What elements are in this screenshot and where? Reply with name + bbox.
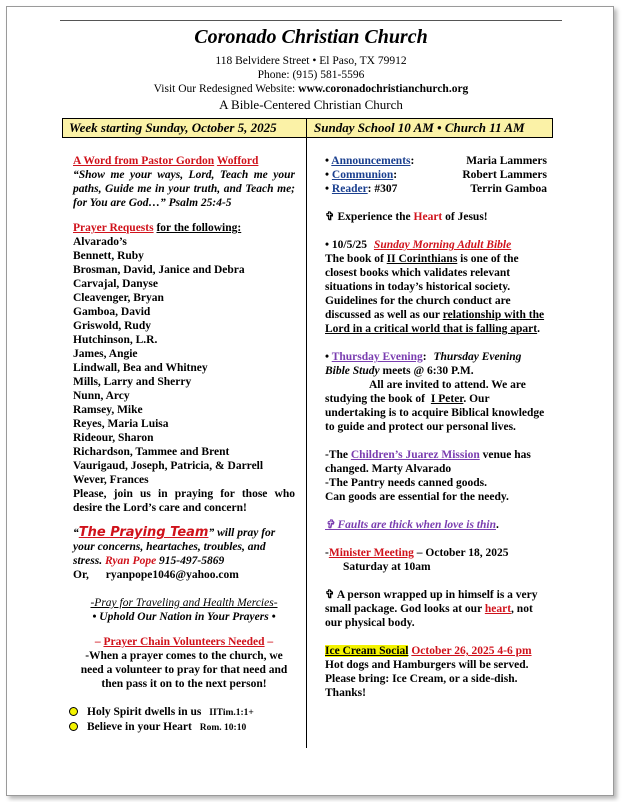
thursday-heading: • Thursday Evening: Thursday Evening Bible Study meets @ 6:30 P.M. — [325, 351, 522, 377]
prayer-name-item: Griswold, Rudy — [73, 320, 151, 332]
faults-line: ✞ Faults are thick when love is thin. — [325, 519, 499, 531]
chain-text: -When a prayer comes to the church, we need a volunteer to pray for that need and then pass it on to the next person! — [80, 650, 288, 690]
prayer-heading: Prayer Requests for the following: — [73, 222, 242, 234]
prayer-name-item: Nunn, Arcy — [73, 390, 130, 402]
prayer-name-item: Richardson, Tammee and Brent — [73, 446, 230, 458]
bullet-1: Holy Spirit dwells in us IITim.1:1+ — [69, 705, 295, 720]
prayer-name-item: Cleavenger, Bryan — [73, 292, 164, 304]
experience-line: ✞ Experience the Heart of Jesus! — [325, 211, 488, 223]
banner-divider — [306, 119, 307, 137]
travel-line: -Pray for Traveling and Health Mercies- — [90, 597, 278, 609]
bible-text: The book of II Corinthians is one of the closest books which validates relevant situations in today’s historical society. Guidelines for the church conduct are discussed as well as our relationship with the Lord in a critical world that is falling apart. — [325, 253, 545, 335]
duty-announcements: • Announcements: Maria Lammers — [325, 155, 547, 167]
prayer-name-item: Gamboa, David — [73, 306, 151, 318]
pastor-heading: A Word from Pastor Gordon Wofford — [73, 155, 259, 167]
prayer-name-item: Wever, Frances — [73, 474, 149, 486]
prayer-name-item: Lindwall, Bea and Whitney — [73, 362, 208, 374]
minister-time: Saturday at 10am — [343, 561, 431, 573]
header-rule — [60, 20, 562, 21]
prayer-name-item: Alvarado’s — [73, 236, 127, 248]
mission-line: -The Children’s Juarez Mission venue has changed. Marty Alvarado — [325, 449, 531, 475]
yellow-bullet-icon — [69, 722, 78, 731]
website-link[interactable]: www.coronadochristianchurch.org — [298, 83, 469, 95]
minister-meeting: -Minister Meeting – October 18, 2025 — [325, 547, 509, 559]
yellow-bullet-icon — [69, 707, 78, 716]
right-column — [325, 154, 547, 700]
pantry-line-1: -The Pantry needs canned goods. — [325, 477, 487, 489]
icecream-text: Hot dogs and Hamburgers will be served. Please bring: Ice Cream, or a side-dish. Thanks! — [325, 659, 529, 699]
prayer-name-item: Hutchinson, L.R. — [73, 334, 158, 346]
week-label: Week starting Sunday, October 5, 2025 — [69, 120, 277, 135]
uphold-line: • Uphold Our Nation in Your Prayers • — [92, 611, 276, 623]
church-tagline: A Bible-Centered Christian Church — [219, 97, 403, 112]
church-phone: Phone: (915) 581-5596 — [257, 69, 365, 81]
chain-heading: – Prayer Chain Volunteers Needed – — [94, 636, 274, 648]
schedule-banner — [62, 118, 553, 138]
service-times: Sunday School 10 AM • Church 11 AM — [314, 120, 525, 135]
ryan-name: Ryan Pope — [104, 555, 157, 567]
column-divider — [306, 138, 307, 748]
prayer-name-item: Ramsey, Mike — [73, 404, 143, 416]
praying-team-block: “The Praying Team” will pray for your concerns, heartaches, troubles, and stress. Ryan Pope 915-497-5869 — [73, 525, 276, 567]
website-line — [0, 83, 622, 95]
prayer-list — [73, 235, 295, 487]
prayer-name-item: James, Angie — [73, 348, 138, 360]
bible-heading: • 10/5/25 Sunday Morning Adult Bible — [325, 239, 512, 251]
prayer-name-item: Vaurigaud, Joseph, Patricia, & Darrell — [73, 460, 264, 472]
pastor-quote: “Show me your ways, Lord, Teach me your paths, Guide me in your truth, and Teach me; for You are God…” Psalm 25:4-5 — [73, 169, 295, 209]
duty-reader: • Reader: #307 Terrin Gamboa — [325, 183, 547, 195]
prayer-name-item: Mills, Larry and Sherry — [73, 376, 192, 388]
email-line: Or, ryanpope1046@yahoo.com — [73, 569, 239, 581]
prayer-name-item: Bennett, Ruby — [73, 250, 144, 262]
website-prefix: Visit Our Redesigned Website: — [153, 83, 296, 95]
ryan-email[interactable]: ryanpope1046@yahoo.com — [105, 569, 239, 581]
package-text: ✞ A person wrapped up in himself is a very small package. God looks at our heart, not our physical body. — [325, 589, 538, 629]
church-address: 118 Belvidere Street • El Paso, TX 79912 — [215, 55, 407, 67]
left-column — [73, 154, 295, 735]
bullet-2: Believe in your Heart Rom. 10:10 — [69, 720, 295, 735]
prayer-name-item: Rideour, Sharon — [73, 432, 154, 444]
church-title: Coronado Christian Church — [194, 26, 428, 48]
prayer-name-item: Brosman, David, Janice and Debra — [73, 264, 245, 276]
icecream-heading: Ice Cream Social October 26, 2025 4-6 pm — [325, 645, 532, 657]
thursday-text: All are invited to attend. We are studying the book of I Peter. Our undertaking is to acquire Biblical knowledge to guide and protect our personal lives. — [325, 379, 545, 433]
duty-communion: • Communion: Robert Lammers — [325, 169, 547, 181]
prayer-name-item: Reyes, Maria Luisa — [73, 418, 169, 430]
prayer-name-item: Carvajal, Danyse — [73, 278, 158, 290]
prayer-closing: Please, join us in praying for those who desire the Lord’s care and concern! — [73, 488, 295, 514]
pantry-line-2: Can goods are essential for the needy. — [325, 491, 509, 503]
ryan-phone: 915-497-5869 — [159, 555, 225, 567]
praying-team-name: The Praying Team — [78, 525, 209, 540]
